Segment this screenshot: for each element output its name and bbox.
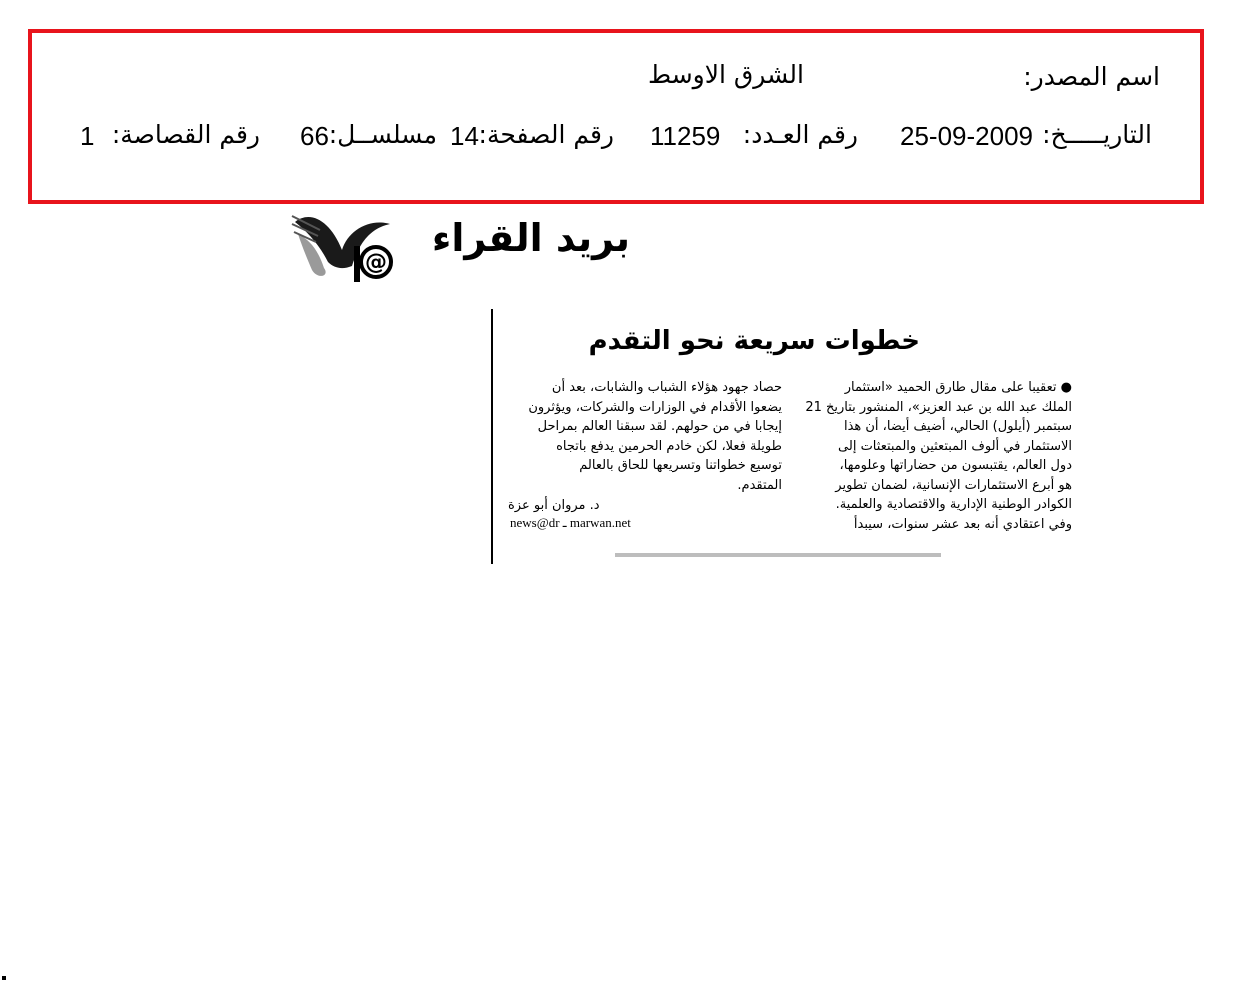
article-headline: خطوات سريعة نحو التقدم — [588, 326, 920, 356]
clip-label: رقم القصاصة: — [111, 120, 260, 149]
article-author: د. مروان أبو عزة — [508, 498, 600, 513]
clip-value: 1 — [80, 121, 95, 151]
svg-text:@: @ — [365, 250, 387, 275]
section-title: بريد القراء — [431, 216, 630, 260]
article-line: الاستثمار في ألوف المبتعثين والمبتعثات إلى — [838, 438, 1072, 454]
clipping-header-frame — [28, 29, 1204, 204]
article-column-right — [798, 378, 1072, 534]
article-column-left — [508, 378, 782, 495]
article-line: توسيع خطواتنا وتسريعها للحاق بالعالم — [579, 458, 782, 473]
article-line: وفي اعتقادي أنه بعد عشر سنوات، سيبدأ — [853, 516, 1072, 532]
article-line: المتقدم. — [737, 477, 782, 493]
article-end-rule — [615, 553, 941, 557]
article-line: الملك عبد الله بن عبد العزيز»، المنشور بتاريخ 21 — [805, 399, 1072, 415]
date-value: 25-09-2009 — [900, 121, 1033, 151]
source-label: اسم المصدر: — [1023, 62, 1160, 91]
article-line: يضعوا الأقدام في الوزارات والشركات، ويؤثرون — [528, 399, 782, 415]
article-line: ● تعقيبا على مقال طارق الحميد «استثمار — [844, 380, 1072, 395]
readers-mail-logo — [290, 210, 630, 290]
serial-value: 66 — [300, 121, 329, 151]
article-line: حصاد جهود هؤلاء الشباب والشابات، بعد أن — [551, 380, 782, 395]
article-line: سبتمبر (أيلول) الحالي، أضيف أيضا، أن هذا — [843, 419, 1072, 434]
article-line: دول العالم، يقتبسون من حضاراتها وعلومها، — [839, 458, 1072, 473]
page-label: رقم الصفحة: — [478, 120, 614, 149]
author-email: news@dr ـ marwan.net — [510, 515, 631, 530]
article-line: طويلة فعلا، لكن خادم الحرمين يدفع باتجاه — [556, 438, 782, 454]
issue-label: رقم العـدد: — [742, 120, 858, 149]
date-label: التاريـــــخ: — [1042, 120, 1152, 149]
scan-mark — [2, 976, 6, 980]
source-value: الشرق الاوسط — [648, 60, 804, 89]
page-value: 14 — [450, 121, 479, 151]
issue-value: 11259 — [650, 121, 721, 151]
serial-label: مسلســل: — [328, 120, 437, 149]
article-line: الكوادر الوطنية الإدارية والاقتصادية والعلمية. — [835, 497, 1072, 512]
column-divider — [491, 309, 493, 564]
article-line: هو أبرع الاستثمارات الإنسانية، لضمان تطوير — [835, 477, 1072, 493]
article-line: إيجابا في من حولهم. لقد سبقنا العالم بمراحل — [537, 419, 782, 434]
at-sign-bird-logo-icon — [290, 210, 400, 285]
